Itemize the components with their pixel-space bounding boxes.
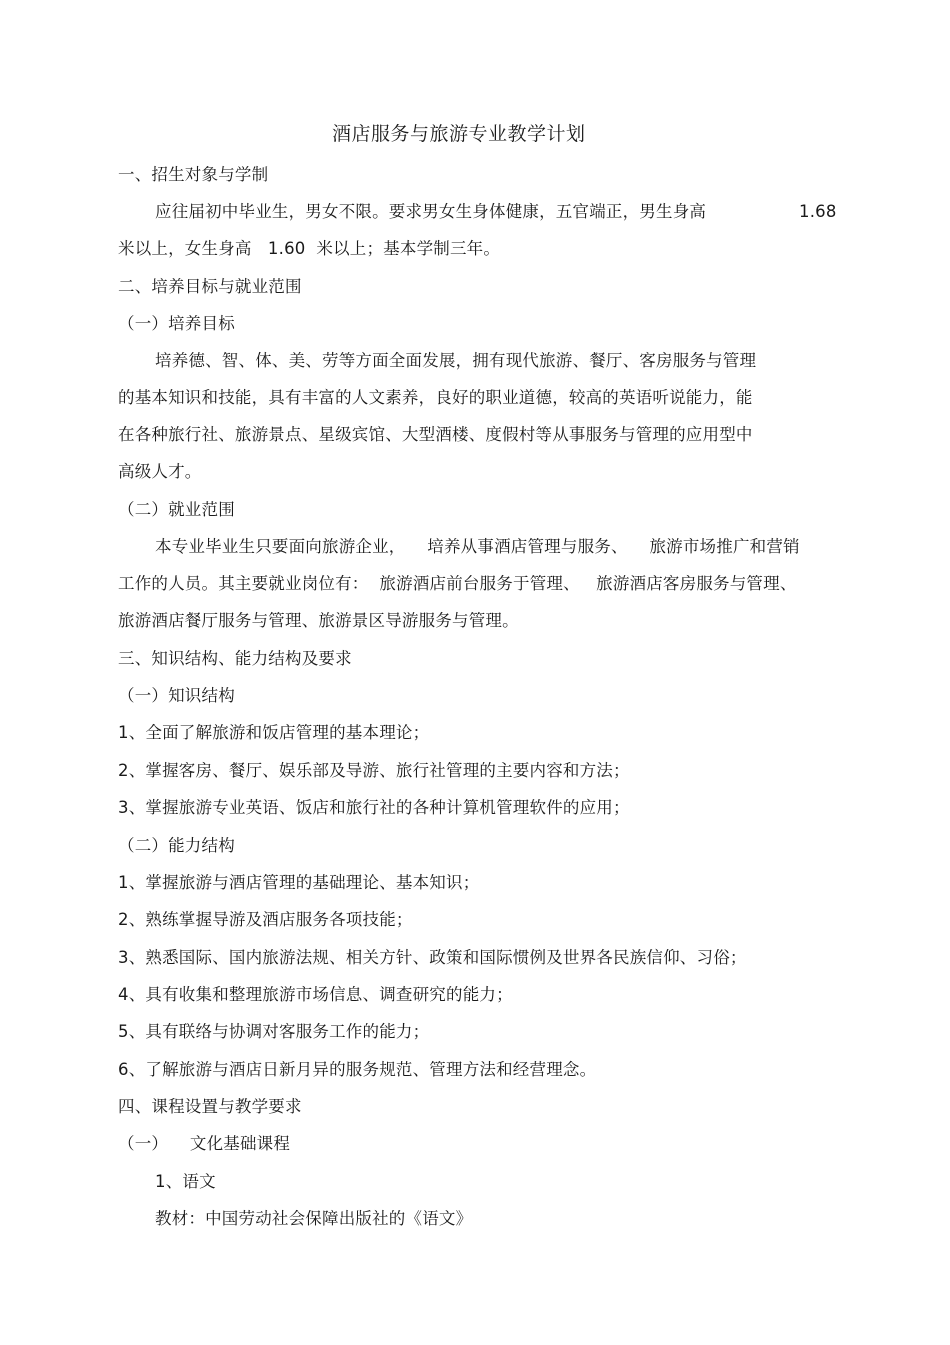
course-item-chinese: 1、语文: [155, 1172, 216, 1191]
ability-list-item: 5、具有联络与协调对客服务工作的能力；: [118, 1022, 430, 1041]
ability-list-item: 4、具有收集和整理旅游市场信息、调查研究的能力；: [118, 985, 513, 1004]
subsection-heading-culture-courses: （一） 文化基础课程: [118, 1134, 291, 1153]
ability-list-item: 3、熟悉国际、国内旅游法规、相关方针、政策和国际惯例及世界各民族信仰、习俗；: [118, 948, 747, 967]
ability-list-item: 6、了解旅游与酒店日新月异的服务规范、管理方法和经营理念。: [118, 1060, 597, 1079]
knowledge-list-item: 2、掌握客房、餐厅、娱乐部及导游、旅行社管理的主要内容和方法；: [118, 761, 630, 780]
ability-list-item: 1、掌握旅游与酒店管理的基础理论、基本知识；: [118, 873, 480, 892]
section-heading-2: 二、培养目标与就业范围: [118, 277, 302, 296]
goals-paragraph-line: 培养德、智、体、美、劳等方面全面发展，拥有现代旅游、餐厅、客房服务与管理: [155, 351, 757, 370]
subsection-heading-goals: （一）培养目标: [118, 314, 235, 333]
employment-paragraph-line: 旅游酒店餐厅服务与管理、旅游景区导游服务与管理。: [118, 611, 519, 630]
knowledge-list-item: 3、掌握旅游专业英语、饭店和旅行社的各种计算机管理软件的应用；: [118, 798, 630, 817]
section-heading-3: 三、知识结构、能力结构及要求: [118, 649, 352, 668]
section1-paragraph-line-1: 应往届初中毕业生，男女不限。要求男女生身体健康，五官端正，男生身高: [155, 202, 707, 221]
subsection-heading-ability: （二）能力结构: [118, 836, 235, 855]
section-heading-1: 一、招生对象与学制: [118, 165, 269, 184]
goals-paragraph-line: 在各种旅行社、旅游景点、星级宾馆、大型酒楼、度假村等从事服务与管理的应用型中: [118, 425, 753, 444]
document-title: 酒店服务与旅游专业教学计划: [332, 123, 586, 145]
section1-height-value: 1.68: [799, 202, 837, 221]
knowledge-list-item: 1、全面了解旅游和饭店管理的基本理论；: [118, 723, 430, 742]
section1-paragraph-line-2: 米以上，女生身高 1.60 米以上；基本学制三年。: [118, 239, 501, 258]
section-heading-4: 四、课程设置与教学要求: [118, 1097, 302, 1116]
employment-paragraph-line: 工作的人员。其主要就业岗位有： 旅游酒店前台服务于管理、 旅游酒店客房服务与管理、: [118, 574, 797, 593]
goals-paragraph-line: 高级人才。: [118, 462, 202, 481]
course-material: 教材：中国劳动社会保障出版社的《语文》: [155, 1209, 473, 1228]
ability-list-item: 2、熟练掌握导游及酒店服务各项技能；: [118, 910, 413, 929]
subsection-heading-knowledge: （一）知识结构: [118, 686, 235, 705]
subsection-heading-employment: （二）就业范围: [118, 500, 235, 519]
goals-paragraph-line: 的基本知识和技能，具有丰富的人文素养，良好的职业道德，较高的英语听说能力，能: [118, 388, 753, 407]
employment-paragraph-line: 本专业毕业生只要面向旅游企业， 培养从事酒店管理与服务、 旅游市场推广和营销: [155, 537, 800, 556]
